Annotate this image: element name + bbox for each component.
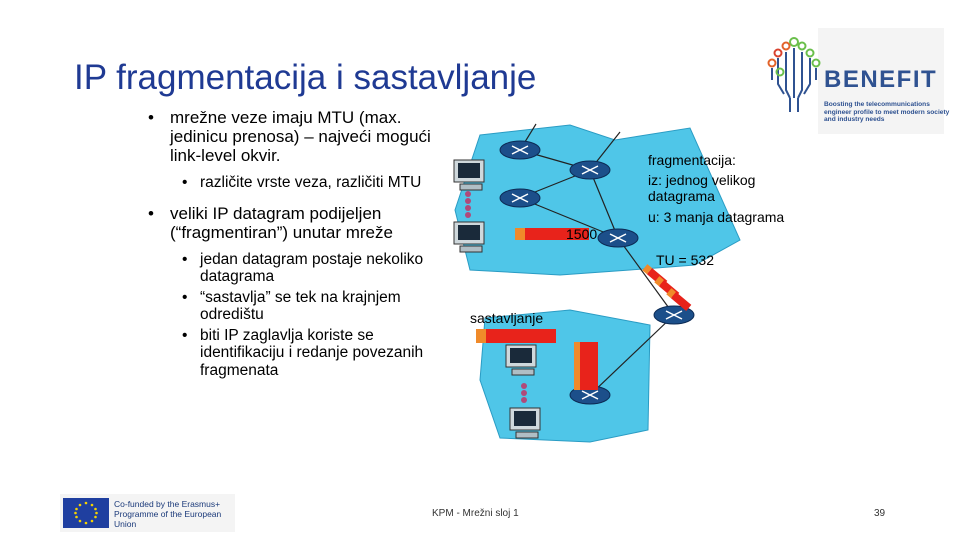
sub-bullet-reassembled: • “sastavlja” se tek na krajnjem odredištu: [148, 289, 448, 324]
hub-icon: [521, 383, 527, 403]
reassembled-datagram: [476, 329, 556, 343]
router-icon: [500, 189, 540, 207]
router-icon: [570, 161, 610, 179]
fragment-stack: [574, 342, 598, 390]
fragmentation-to: u: 3 manja datagrama: [648, 209, 785, 225]
router-icon: [598, 229, 638, 247]
sub-bullet-one-datagram: • jedan datagram postaje nekoliko datagrama: [148, 251, 448, 286]
eu-cofunded-text: Co-funded by the Erasmus+ Programme of the European Union: [114, 499, 222, 529]
reassembly-label: sastavljanje: [470, 310, 544, 326]
fragmentation-title: fragmentacija:: [648, 152, 736, 168]
mtu-1500-label: 1500: [566, 226, 598, 242]
router-icon: [500, 141, 540, 159]
bullet-mtu: • mrežne veze imaju MTU (max. jedinicu prenosa) – najveći mogući link-level okvir.: [148, 108, 448, 165]
footer-text: KPM - Mrežni sloj 1: [432, 508, 519, 519]
logo-tagline: Boosting the telecommunications engineer profile to meet modern society and industry needs: [824, 101, 950, 123]
sub-bullet-header-bits: • biti IP zaglavlja koriste se identifikaciju i redanje povezanih fragmenata: [148, 327, 448, 380]
page-number: 39: [874, 508, 886, 519]
computer-icon: [454, 222, 484, 252]
slide-title: IP fragmentacija i sastavljanje: [74, 58, 537, 97]
circuit-tree-icon: [769, 38, 820, 112]
bullet-list: [148, 108, 448, 382]
bullet-fragmented: • veliki IP datagram podijeljen (“fragmentiran”) unutar mreže: [148, 204, 448, 242]
network-diagram: [440, 120, 760, 450]
sub-bullet-link-types: • različite vrste veza, različiti MTU: [148, 174, 448, 192]
fragmentation-from: iz: jednog velikog datagrama: [648, 172, 756, 204]
computer-icon: [454, 160, 484, 190]
mtu-532-label: TU = 532: [656, 252, 714, 268]
logo-wordmark: BENEFIT: [824, 66, 938, 93]
